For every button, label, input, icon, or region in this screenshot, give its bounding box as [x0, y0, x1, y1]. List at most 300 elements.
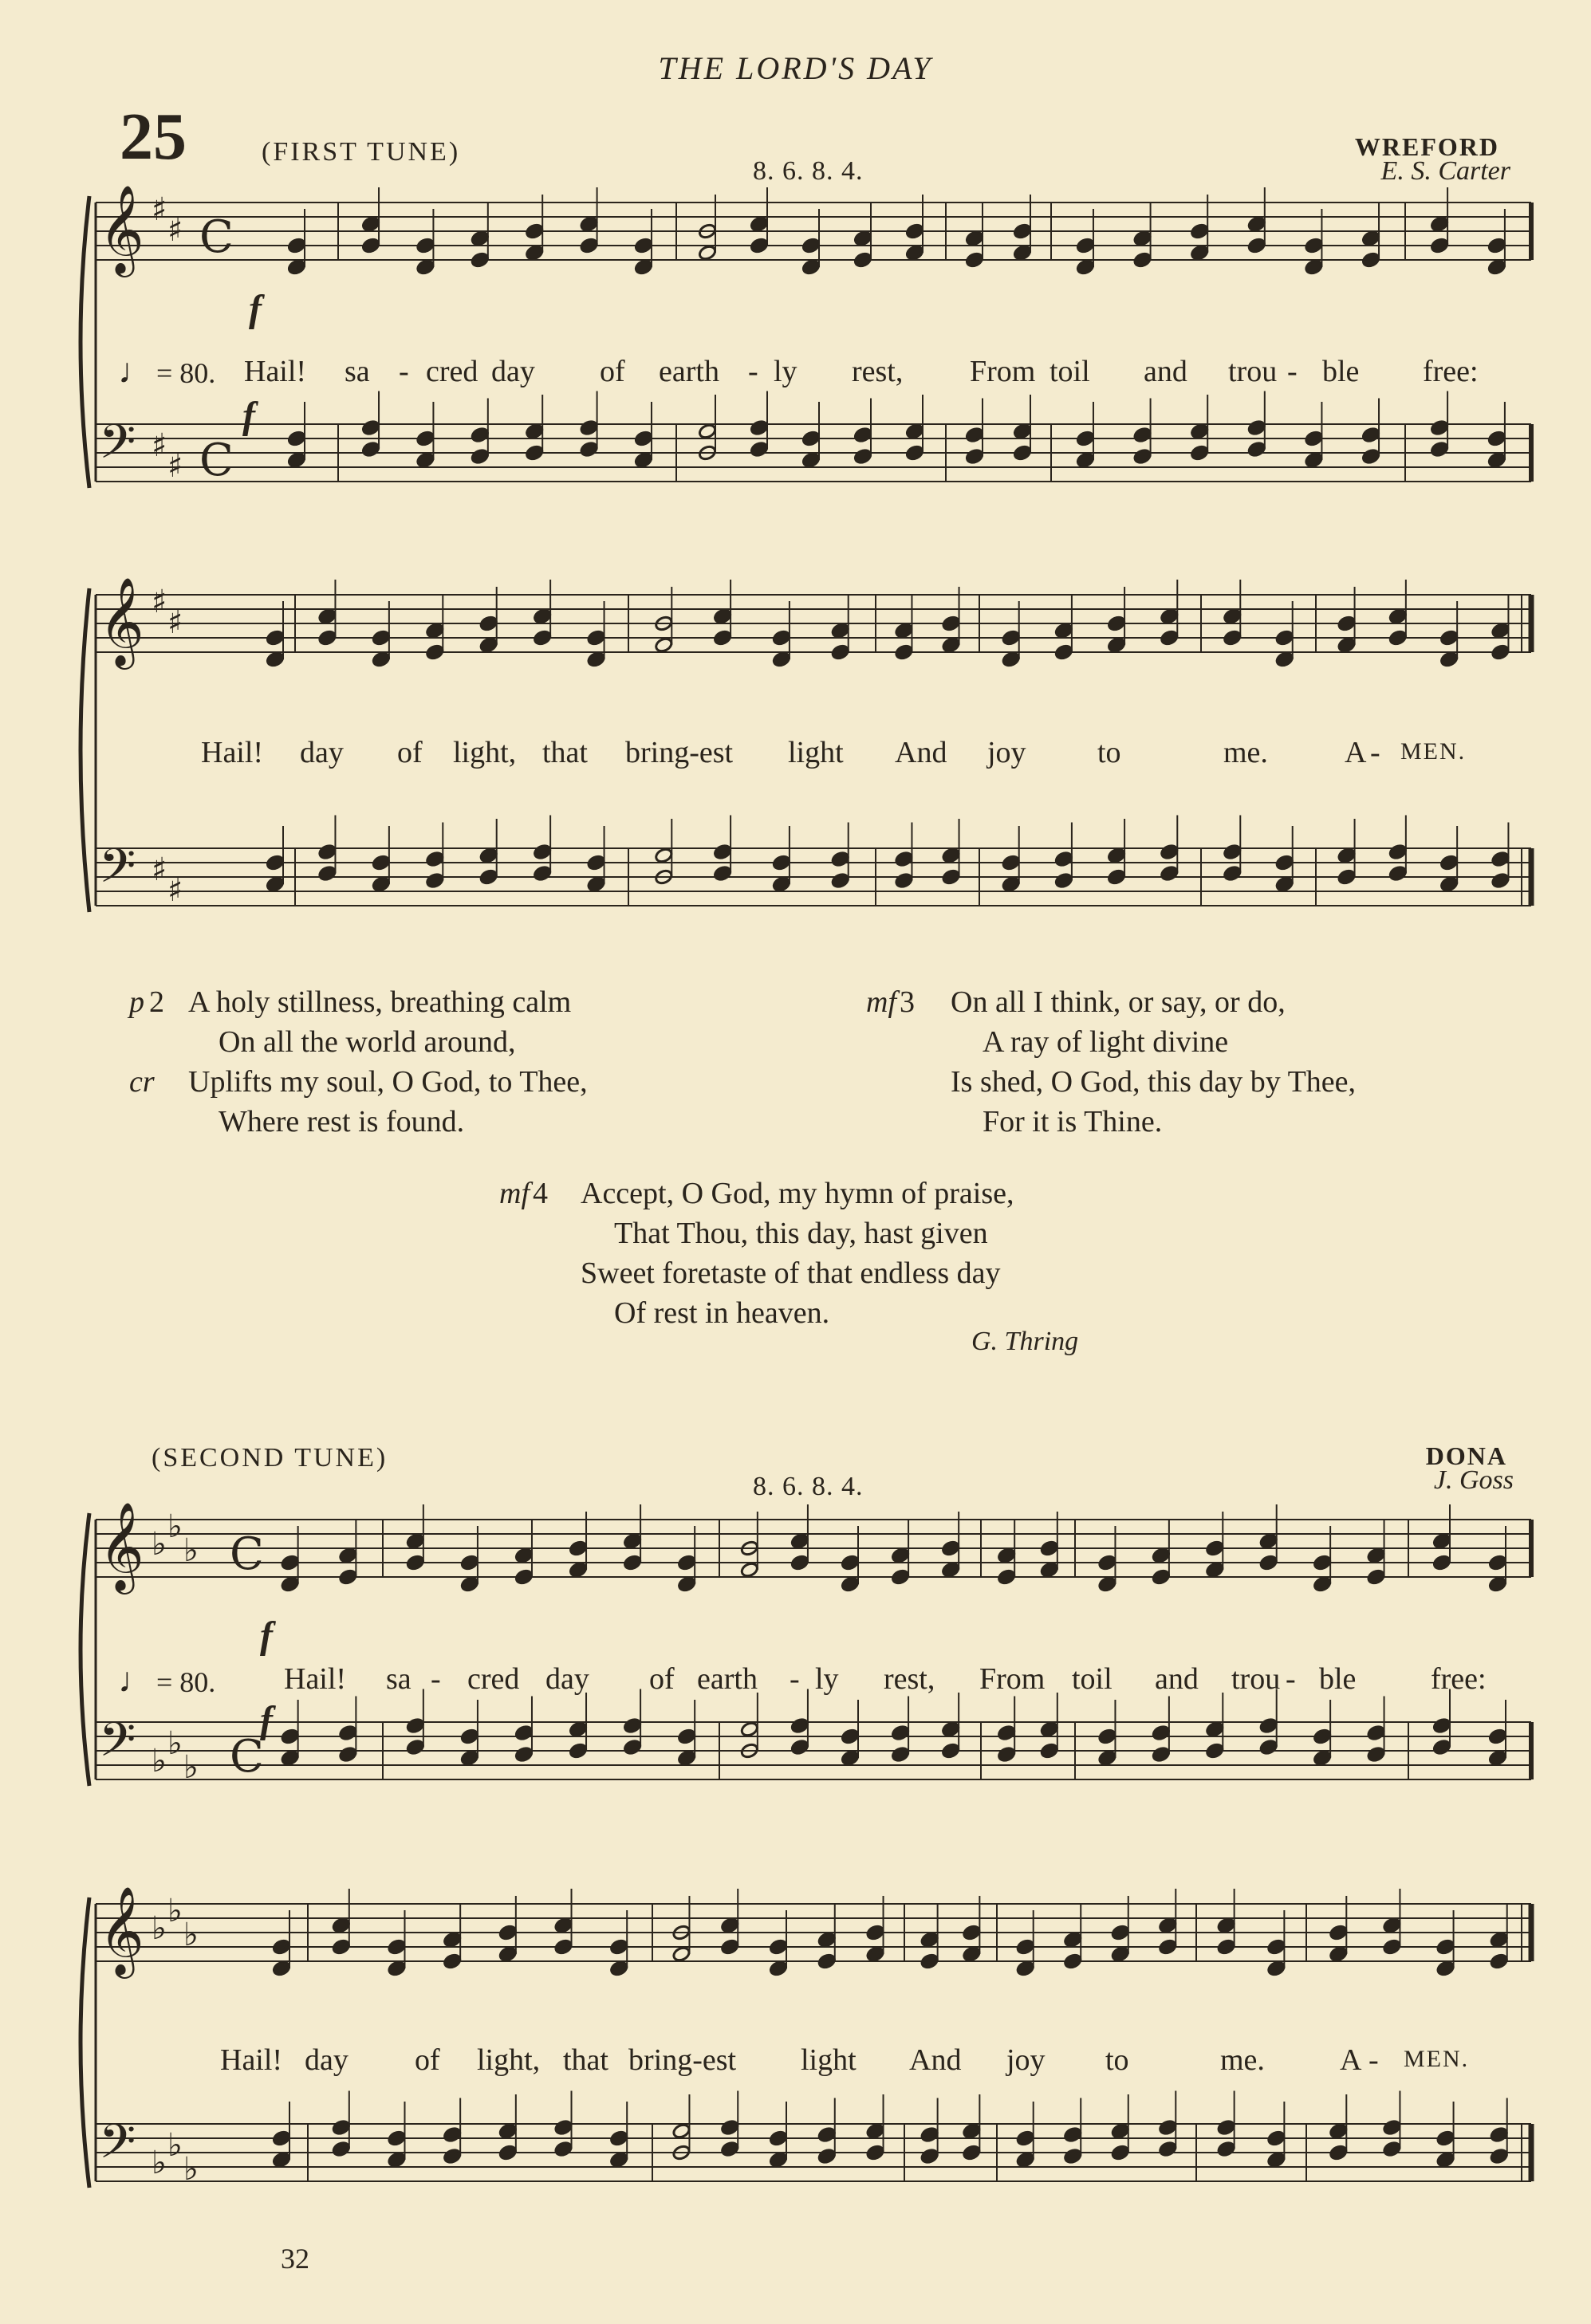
note-head [479, 847, 498, 863]
note-head [894, 872, 913, 889]
note-head [1013, 423, 1032, 439]
note-head [1223, 865, 1242, 882]
note-head [1107, 615, 1126, 631]
note-head [338, 1746, 357, 1763]
quarter-note-icon: ♩ [118, 1661, 153, 1700]
note-head [1388, 865, 1408, 882]
key-signature-icon: ♭ [183, 2151, 199, 2188]
note-head [1432, 1532, 1451, 1549]
note-head [905, 444, 924, 461]
note-head [609, 1960, 628, 1976]
note-head [425, 872, 444, 889]
note-head [772, 629, 791, 646]
note-head [1013, 244, 1032, 261]
key-signature-icon: ♭ [152, 1910, 167, 1947]
note-head [1016, 1938, 1035, 1955]
note-head [750, 441, 769, 458]
note-head [1382, 1917, 1401, 1933]
note-head [580, 215, 599, 232]
treble-clef-icon: 𝄞 [99, 1501, 144, 1591]
note-head [1361, 448, 1380, 465]
note-head [1313, 1575, 1332, 1592]
key-signature-icon: ♯ [152, 584, 167, 620]
lyric-word: rest, [852, 355, 904, 388]
verse-line: A holy stillness, breathing calm [188, 985, 572, 1019]
lyric-word: to [1097, 736, 1121, 769]
note-head [443, 1931, 462, 1948]
page-number: 32 [281, 2243, 309, 2275]
note-head [1304, 237, 1323, 254]
note-head [1002, 629, 1021, 646]
note-head [942, 615, 961, 631]
note-head [1382, 2141, 1401, 2157]
note-head [831, 643, 850, 660]
note-head [266, 875, 285, 892]
note-head [1217, 2119, 1236, 2136]
bass-clef-icon: 𝄢 [99, 2114, 136, 2180]
note-head [317, 843, 337, 860]
note-head [1002, 875, 1021, 892]
lyric-word: - [748, 355, 758, 388]
note-head [713, 843, 732, 860]
note-head [266, 651, 285, 667]
note-head [769, 1938, 788, 1955]
lyric-word: of [649, 1662, 675, 1696]
note-head [1432, 1717, 1451, 1734]
note-head [372, 875, 391, 892]
note-head [580, 419, 599, 436]
note-head [1436, 2129, 1455, 2146]
note-head [671, 1945, 691, 1962]
note-head [1430, 215, 1449, 232]
note-head [790, 1532, 809, 1549]
note-head [1382, 2119, 1401, 2136]
note-head [1016, 1960, 1035, 1976]
key-signature-icon: ♭ [152, 1526, 167, 1563]
note-head [425, 622, 444, 639]
note-head [525, 244, 544, 261]
lyric-word: bring-est [628, 2043, 737, 2077]
note-head [920, 2148, 939, 2165]
note-head [1076, 451, 1095, 468]
lyric-word: trou [1228, 355, 1278, 388]
lyric-word: And [895, 736, 947, 769]
note-head [1063, 2126, 1082, 2143]
note-head [479, 868, 498, 885]
key-signature-icon: ♯ [167, 872, 183, 909]
note-head [525, 444, 544, 461]
note-head [634, 237, 653, 254]
note-head [317, 865, 337, 882]
note-head [654, 847, 673, 863]
note-head [332, 1917, 351, 1933]
verse-line: Sweet foretaste of that endless day [581, 1256, 1001, 1290]
note-head [1107, 847, 1126, 863]
note-head [941, 1720, 960, 1737]
note-head [634, 258, 653, 275]
note-head [287, 451, 306, 468]
key-signature-icon: ♯ [152, 851, 167, 888]
note-head [997, 1547, 1016, 1563]
note-head [1313, 1749, 1332, 1766]
note-head [1367, 1547, 1386, 1563]
note-head [1275, 651, 1294, 667]
note-head [866, 1924, 885, 1941]
note-head [1430, 441, 1449, 458]
note-head [609, 2151, 628, 2168]
note-head [817, 1931, 837, 1948]
note-head [406, 1554, 425, 1571]
lyric-word: Hail! [201, 736, 264, 769]
note-head [713, 629, 732, 646]
first-tune-name: WREFORD [1354, 132, 1499, 161]
note-head [1439, 854, 1459, 871]
second-tune-composer: J. Goss [1433, 1465, 1514, 1495]
note-head [634, 430, 653, 446]
note-head [415, 451, 435, 468]
note-head [853, 427, 872, 443]
note-head [425, 851, 444, 867]
note-head [1013, 222, 1032, 239]
note-head [941, 1540, 960, 1556]
note-head [272, 1938, 291, 1955]
first-tune-label: (FIRST TUNE) [262, 137, 461, 167]
note-head [713, 608, 732, 624]
note-head [1259, 1554, 1278, 1571]
note-head [817, 2148, 837, 2165]
note-head [769, 2151, 788, 2168]
note-head [587, 854, 606, 871]
verse-line: A ray of light divine [983, 1025, 1229, 1059]
note-head [866, 1945, 885, 1962]
note-head [1266, 1960, 1286, 1976]
note-head [941, 1561, 960, 1578]
lyric-word: rest, [884, 1662, 935, 1696]
note-head [1247, 237, 1266, 254]
note-head [1040, 1742, 1059, 1759]
lyric-word: and [1155, 1662, 1199, 1696]
note-head [425, 643, 444, 660]
note-head [281, 1554, 300, 1571]
note-head [962, 1924, 981, 1941]
running-head: THE LORD'S DAY [658, 50, 933, 86]
note-head [965, 427, 984, 443]
note-head [406, 1739, 425, 1756]
lyric-word: that [542, 736, 588, 769]
lyric-word: me. [1223, 736, 1268, 769]
note-head [460, 1554, 479, 1571]
lyric-word: free: [1423, 355, 1479, 388]
note-head [1367, 1568, 1386, 1585]
note-head [281, 1575, 300, 1592]
first-tune-composer: E. S. Carter [1380, 156, 1510, 186]
key-signature-icon: ♭ [167, 1893, 183, 1929]
note-head [533, 865, 552, 882]
note-head [1190, 222, 1209, 239]
note-head [1002, 651, 1021, 667]
verse-line: Uplifts my soul, O God, to Thee, [188, 1065, 588, 1099]
note-head [1432, 1739, 1451, 1756]
lyric-word: ble [1319, 1662, 1357, 1696]
note-head [853, 448, 872, 465]
note-head [460, 1728, 479, 1744]
note-head [1259, 1739, 1278, 1756]
verse-line: That Thou, this day, hast given [614, 1217, 988, 1250]
key-signature-icon: ♯ [167, 448, 183, 485]
note-head [361, 215, 380, 232]
note-head [1388, 843, 1408, 860]
verse-line: Is shed, O God, this day by Thee, [951, 1065, 1357, 1099]
lyric-word: A [1345, 736, 1367, 769]
note-head [1361, 251, 1380, 268]
note-head [920, 1931, 939, 1948]
note-head [1111, 2144, 1130, 2161]
lyric-word: to [1105, 2043, 1129, 2077]
lyric-word: and [1144, 355, 1187, 388]
note-head [281, 1749, 300, 1766]
note-head [1304, 258, 1323, 275]
note-head [997, 1568, 1016, 1585]
note-head [1097, 1575, 1116, 1592]
note-head [1388, 608, 1408, 624]
note-head [894, 851, 913, 867]
note-head [332, 1938, 351, 1955]
note-head [1205, 1720, 1224, 1737]
note-head [942, 636, 961, 653]
note-head [894, 643, 913, 660]
lyric-word: trou [1231, 1662, 1281, 1696]
note-head [443, 1952, 462, 1969]
note-head [772, 651, 791, 667]
note-head [801, 258, 821, 275]
note-head [1063, 1931, 1082, 1948]
key-signature-icon: ♭ [152, 1743, 167, 1779]
note-head [1487, 258, 1506, 275]
note-head [1217, 1917, 1236, 1933]
note-head [1367, 1746, 1386, 1763]
quarter-note-icon: ♩ [118, 352, 153, 391]
system-brace [81, 196, 89, 488]
second-tune-meter: 8. 6. 8. 4. [753, 1472, 864, 1501]
note-head [471, 251, 490, 268]
time-signature-icon: C [199, 211, 234, 263]
lyric-word: MEN. [1404, 2046, 1470, 2072]
note-head [1158, 1938, 1177, 1955]
note-head [514, 1746, 534, 1763]
note-head [1490, 1952, 1509, 1969]
note-head [361, 419, 380, 436]
system-brace [81, 588, 89, 912]
note-head [720, 1938, 739, 1955]
lyric-word: - [1286, 1662, 1296, 1696]
note-head [569, 1561, 588, 1578]
note-head [1160, 608, 1179, 624]
note-head [720, 2141, 739, 2157]
note-head [387, 2151, 406, 2168]
note-head [415, 430, 435, 446]
note-head [740, 1561, 759, 1578]
note-head [479, 615, 498, 631]
note-head [1158, 2141, 1177, 2157]
note-head [1002, 854, 1021, 871]
verse-line: Accept, O God, my hymn of praise, [581, 1177, 1014, 1210]
note-head [1054, 643, 1073, 660]
note-head [841, 1575, 860, 1592]
key-signature-icon: ♭ [183, 1532, 199, 1569]
lyric-word: of [415, 2043, 440, 2077]
note-head [941, 1742, 960, 1759]
note-head [1076, 258, 1095, 275]
first-tune-dynamic-treble: f [249, 288, 262, 330]
note-head [698, 423, 717, 439]
lyric-word: Hail! [244, 355, 307, 388]
lyric-word: free: [1431, 1662, 1487, 1696]
lyric-word: day [491, 355, 535, 388]
note-head [1223, 608, 1242, 624]
note-head [332, 2119, 351, 2136]
note-head [272, 2151, 291, 2168]
first-tune-tempo-mark [118, 351, 215, 391]
lyric-word: A [1340, 2043, 1362, 2077]
note-head [372, 854, 391, 871]
note-head [1152, 1568, 1171, 1585]
note-head [1158, 1917, 1177, 1933]
note-head [1266, 1938, 1286, 1955]
note-head [1076, 237, 1095, 254]
note-head [1205, 1742, 1224, 1759]
note-head [1388, 629, 1408, 646]
note-head [698, 244, 717, 261]
note-head [406, 1532, 425, 1549]
note-head [471, 427, 490, 443]
note-head [533, 608, 552, 624]
note-head [891, 1547, 910, 1563]
note-head [1337, 636, 1357, 653]
key-signature-icon: ♯ [167, 212, 183, 249]
note-head [1487, 237, 1506, 254]
lyric-word: of [397, 736, 423, 769]
note-head [1076, 430, 1095, 446]
note-head [609, 1938, 628, 1955]
note-head [1275, 875, 1294, 892]
note-head [460, 1749, 479, 1766]
note-head [580, 441, 599, 458]
note-head [866, 2122, 885, 2139]
note-head [801, 451, 821, 468]
note-head [587, 629, 606, 646]
note-head [1329, 1924, 1348, 1941]
note-head [817, 2126, 837, 2143]
note-head [1152, 1547, 1171, 1563]
first-tune-tempo: = 80. [156, 357, 216, 389]
note-head [1107, 636, 1126, 653]
note-head [1223, 843, 1242, 860]
note-head [1054, 851, 1073, 867]
note-head [1488, 1575, 1507, 1592]
note-head [287, 430, 306, 446]
lyric-word: toil [1072, 1662, 1113, 1696]
note-head [1054, 872, 1073, 889]
lyric-word: light [801, 2043, 857, 2077]
note-head [533, 629, 552, 646]
note-head [287, 237, 306, 254]
lyric-word: MEN. [1400, 738, 1467, 765]
note-head [1337, 615, 1357, 631]
note-head [894, 622, 913, 639]
note-head [1490, 1931, 1509, 1948]
lyric-word: cred [467, 1662, 520, 1696]
lyric-word: - [431, 1662, 441, 1696]
lyric-word: - [1368, 2043, 1379, 2077]
note-head [750, 215, 769, 232]
lyric-word: cred [426, 355, 478, 388]
note-head [623, 1532, 642, 1549]
second-tune-name: DONA [1425, 1441, 1507, 1470]
note-head [443, 2148, 462, 2165]
second-tune-tempo-mark [118, 1660, 215, 1701]
note-head [1097, 1728, 1116, 1744]
note-head [1152, 1724, 1171, 1741]
verse-3-number: 3 [900, 985, 915, 1019]
lyric-word: me. [1220, 2043, 1265, 2077]
time-signature-icon: C [199, 435, 234, 486]
note-head [1439, 651, 1459, 667]
note-head [1487, 451, 1506, 468]
lyric-word: day [305, 2043, 349, 2077]
note-head [1040, 1540, 1059, 1556]
note-head [1488, 1728, 1507, 1744]
note-head [569, 1540, 588, 1556]
key-signature-icon: ♭ [152, 2145, 167, 2181]
key-signature-icon: ♭ [167, 1508, 183, 1545]
note-head [772, 854, 791, 871]
note-head [415, 237, 435, 254]
verse-line: On all the world around, [219, 1025, 516, 1059]
note-head [338, 1547, 357, 1563]
note-head [1488, 1749, 1507, 1766]
note-head [1313, 1728, 1332, 1744]
note-head [1016, 2129, 1035, 2146]
note-head [1329, 2144, 1348, 2161]
hymn-author: G. Thring [971, 1327, 1079, 1356]
note-head [831, 872, 850, 889]
note-head [287, 258, 306, 275]
note-head [1205, 1561, 1224, 1578]
note-head [272, 2129, 291, 2146]
lyric-word: Hail! [284, 1662, 347, 1696]
note-head [841, 1728, 860, 1744]
lyric-word: that [563, 2043, 608, 2077]
note-head [790, 1717, 809, 1734]
note-head [671, 2122, 691, 2139]
note-head [1107, 868, 1126, 885]
note-head [831, 622, 850, 639]
note-head [1160, 843, 1179, 860]
note-head [1329, 1945, 1348, 1962]
note-head [997, 1746, 1016, 1763]
note-head [1040, 1561, 1059, 1578]
note-head [443, 2126, 462, 2143]
note-head [1097, 1749, 1116, 1766]
note-head [1361, 230, 1380, 246]
note-head [1040, 1720, 1059, 1737]
note-head [1430, 419, 1449, 436]
note-head [634, 451, 653, 468]
note-head [801, 430, 821, 446]
note-head [498, 2122, 518, 2139]
note-head [623, 1554, 642, 1571]
note-head [1160, 629, 1179, 646]
